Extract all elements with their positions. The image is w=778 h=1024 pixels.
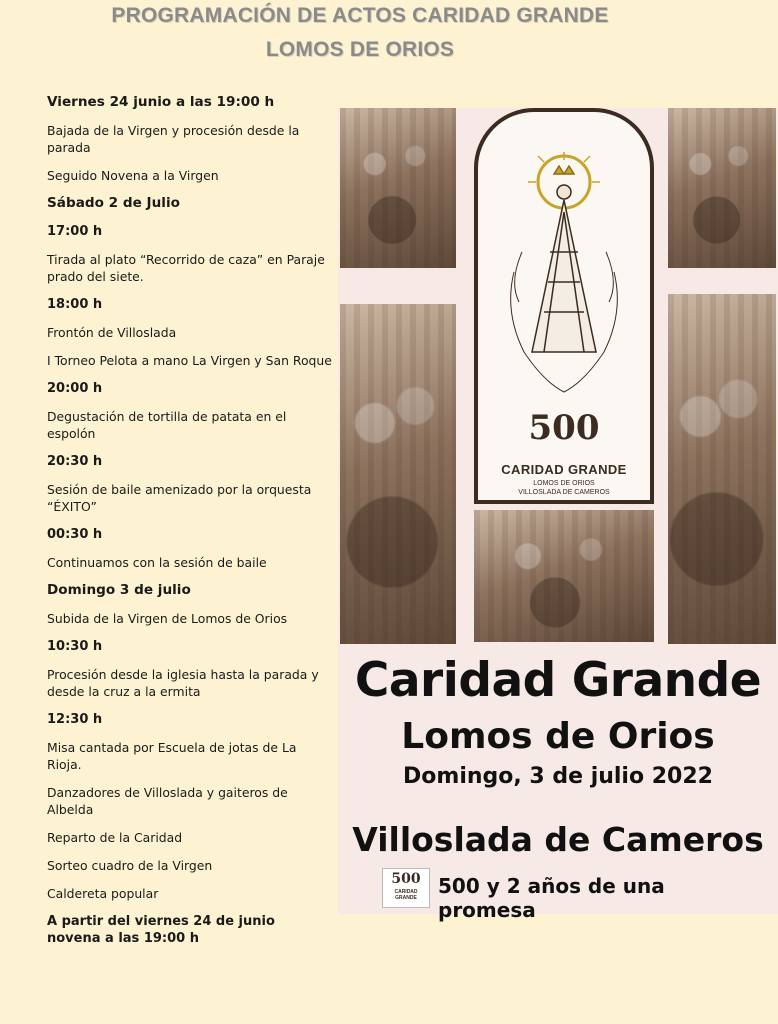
- page-subtitle: LOMOS DE ORIOS: [265, 38, 455, 61]
- historic-photo-workers: [340, 304, 456, 644]
- program-item: Procesión desde la iglesia hasta la parada y desde la cruz a la ermita: [47, 667, 319, 699]
- program-list: [47, 94, 332, 958]
- logo-title: CARIDAD GRANDE: [501, 462, 627, 477]
- program-time: 00:30 h: [47, 527, 103, 542]
- historic-photo-children: [668, 294, 776, 644]
- program-item: Subida de la Virgen de Lomos de Orios: [47, 611, 288, 626]
- program-item: Sesión de baile amenizado por la orquesta “ÉXITO”: [47, 482, 312, 514]
- program-item: Frontón de Villoslada: [47, 325, 177, 340]
- program-item: Sorteo cuadro de la Virgen: [47, 858, 213, 873]
- poster-subtitle: Lomos de Orios: [401, 716, 715, 757]
- virgin-icon: [504, 152, 624, 402]
- program-time: 20:00 h: [47, 381, 103, 396]
- program-item: Misa cantada por Escuela de jotas de La Rioja.: [47, 740, 297, 772]
- program-item: Bajada de la Virgen y procesión desde la parada: [47, 123, 300, 155]
- mini-logo-number: 500: [391, 871, 421, 887]
- program-time: 17:00 h: [47, 224, 103, 239]
- program-item: Reparto de la Caridad: [47, 830, 183, 845]
- program-item: I Torneo Pelota a mano La Virgen y San Roque: [47, 353, 332, 368]
- program-time: 10:30 h: [47, 639, 103, 654]
- poster-title: Caridad Grande: [354, 653, 762, 708]
- program-item: Tirada al plato “Recorrido de caza” en Paraje prado del siete.: [47, 252, 325, 284]
- program-item: Continuamos con la sesión de baile: [47, 555, 267, 570]
- poster-date: Domingo, 3 de julio 2022: [403, 764, 713, 789]
- promise-row: [382, 868, 762, 922]
- page-title: PROGRAMACIÓN DE ACTOS CARIDAD GRANDE: [111, 4, 609, 27]
- program-day-heading: Sábado 2 de Julio: [47, 195, 180, 211]
- program-item: Danzadores de Villoslada y gaiteros de Albelda: [47, 785, 288, 817]
- poster-location: Villoslada de Cameros: [352, 820, 764, 859]
- historic-photo-gathering: [474, 510, 654, 642]
- mini-logo-title: CARIDAD GRANDE: [394, 889, 418, 901]
- historic-photo-crowd: [668, 108, 776, 268]
- poster: [338, 108, 778, 922]
- program-time: 12:30 h: [47, 712, 103, 727]
- program-time: 18:00 h: [47, 297, 103, 312]
- virgin-illustration-card: [474, 108, 654, 504]
- logo-location: VILLOSLADA DE CAMEROS: [518, 489, 610, 496]
- program-day-heading: Viernes 24 junio a las 19:00 h: [47, 94, 275, 110]
- program-time: 20:30 h: [47, 454, 103, 469]
- program-item: Degustación de tortilla de patata en el espolón: [47, 409, 287, 441]
- program-item: Caldereta popular: [47, 886, 159, 901]
- poster-promise: 500 y 2 años de una promesa: [438, 874, 665, 922]
- logo-subtitle: LOMOS DE ORIOS: [533, 480, 595, 487]
- program-day-heading: Domingo 3 de julio: [47, 582, 191, 598]
- program-item: Seguido Novena a la Virgen: [47, 168, 219, 183]
- mini-logo: [382, 868, 430, 908]
- logo-500: 500: [528, 408, 600, 448]
- historic-photo-group: [340, 108, 456, 268]
- program-time: A partir del viernes 24 de junio novena a las 19:00 h: [47, 914, 275, 946]
